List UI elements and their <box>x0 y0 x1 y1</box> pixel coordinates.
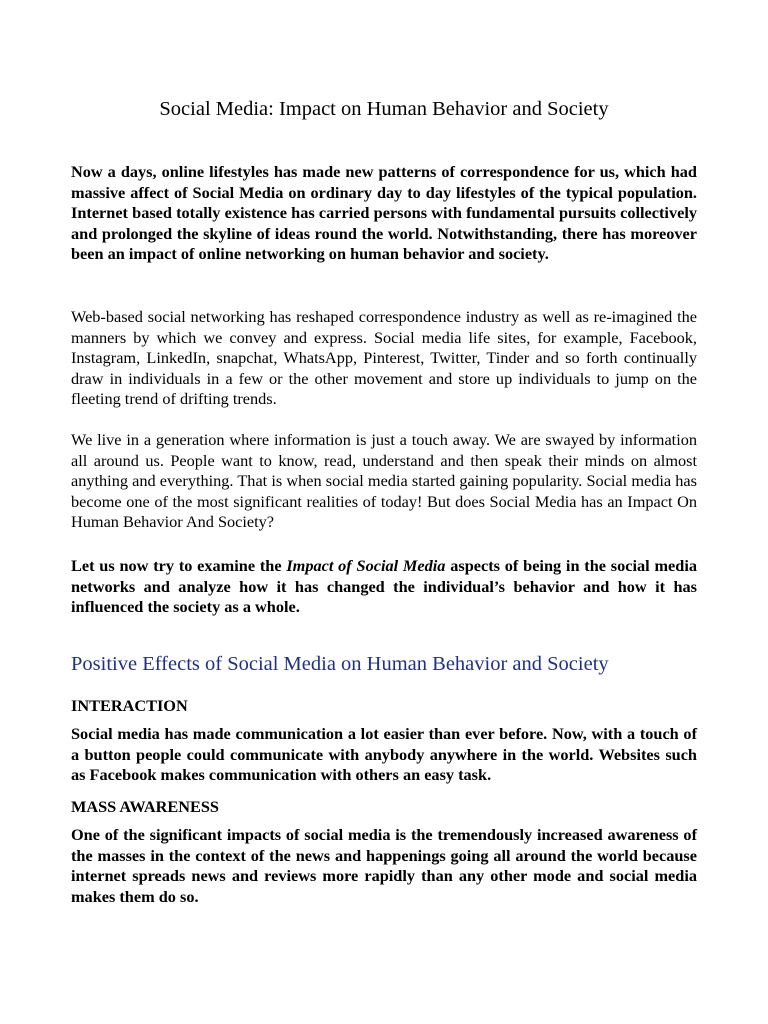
body-paragraph-3: We live in a generation where information is just a touch away. We are swayed by information all around us. People want to know, read, understand and then speak their minds on almost anything and everything. That is when social media started gaining popularity. Social media has become one of the most significant realities of today! But does Social Media has an Impact On Human Behavior And Society? <box>71 430 697 532</box>
body-paragraph-4 <box>71 556 697 618</box>
paragraph-4-emphasis: Impact of Social Media <box>286 556 446 575</box>
paragraph-4-after: aspects of being in the social media networks and analyze how it has changed the individual’s behavior and how it has influenced the society as a whole. <box>71 556 697 617</box>
subsection-heading-interaction: INTERACTION <box>71 696 188 715</box>
subsection-heading-mass-awareness: MASS AWARENESS <box>71 797 219 816</box>
section-heading: Positive Effects of Social Media on Human Behavior and Society <box>71 653 609 675</box>
body-paragraph-2: Web-based social networking has reshaped correspondence industry as well as re-imagined the manners by which we convey and express. Social media life sites, for example, Facebook, Instagram, LinkedIn, snapchat, WhatsApp, Pinterest, Twitter, Tinder and so forth continually draw in individuals in a few or the other movement and store up individuals to jump on the fleeting trend of drifting trends. <box>71 307 697 409</box>
page-title: Social Media: Impact on Human Behavior and Society <box>159 98 609 120</box>
subsection-text-interaction: Social media has made communication a lot easier than ever before. Now, with a touch of a button people could communicate with anybody anywhere in the world. Websites such as Facebook makes communication with others an easy task. <box>71 724 697 785</box>
intro-paragraph: Now a days, online lifestyles has made new patterns of correspondence for us, which had massive affect of Social Media on ordinary day to day lifestyles of the typical population. Internet based totally existence has carried persons with fundamental pursuits collectively and prolonged the skyline of ideas round the world. Notwithstanding, there has moreover been an impact of online networking on human behavior and society. <box>71 162 697 264</box>
paragraph-4-before: Let us now try to examine the <box>71 556 287 575</box>
subsection-text-mass-awareness: One of the significant impacts of social media is the tremendously increased awareness of the masses in the context of the news and happenings going all around the world because internet spreads news and reviews more rapidly than any other mode and social media makes them do so. <box>71 825 697 906</box>
